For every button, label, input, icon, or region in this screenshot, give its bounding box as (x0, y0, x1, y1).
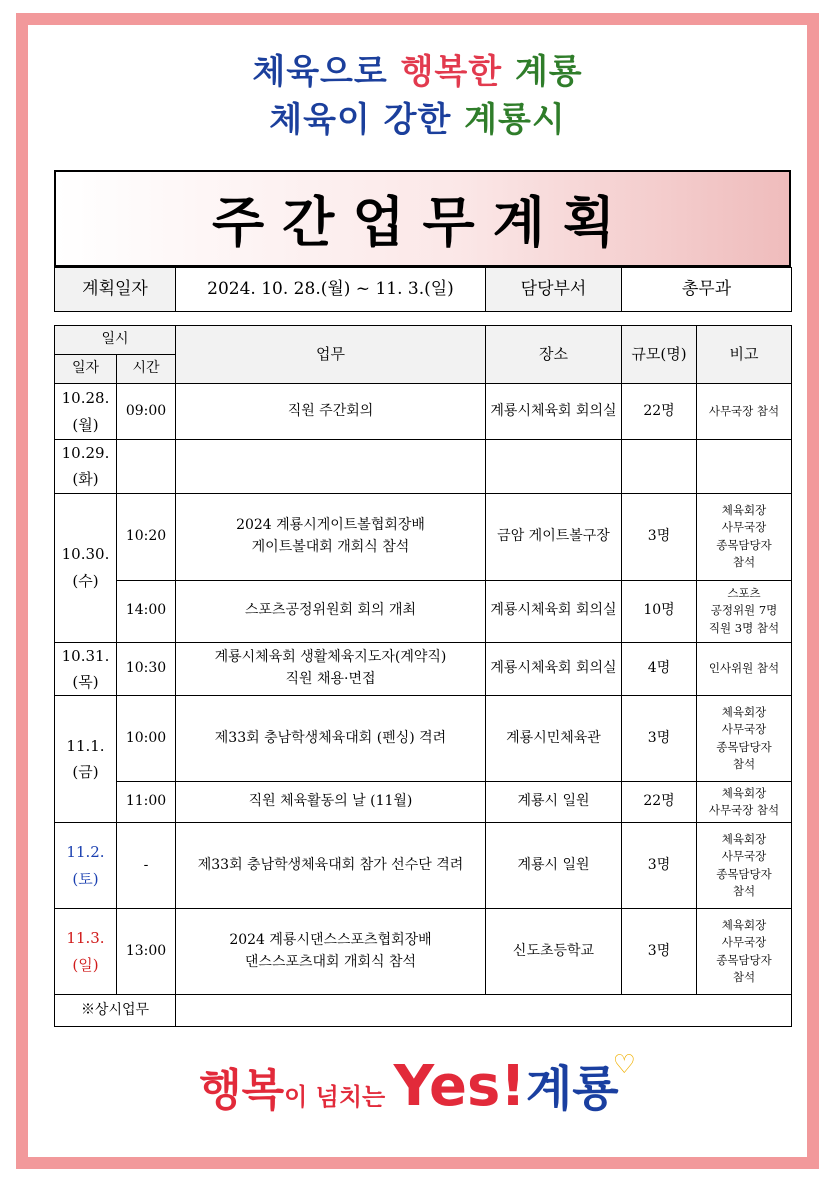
bottom-slogan (0, 1050, 835, 1119)
slogan-line-2 (0, 92, 835, 141)
date-cell (55, 493, 117, 642)
time-cell: 10:00 (117, 696, 176, 782)
task-line: 2024 계룡시게이트볼협회장배 (236, 516, 425, 533)
date-text: 10.31. (61, 646, 110, 665)
slogan-1-part-3: 계룡 (514, 52, 583, 92)
note-cell (697, 823, 792, 909)
note-cell (697, 909, 792, 995)
note-line: 참석 (732, 756, 756, 771)
place-cell: 금암 게이트볼구장 (486, 493, 622, 580)
table-row (55, 384, 792, 440)
table-row (55, 440, 792, 494)
scale-cell: 3명 (622, 493, 697, 580)
task-cell: 직원 주간회의 (176, 384, 486, 440)
slogan-2-part-3: 계룡시 (464, 100, 566, 140)
bottom-slogan-part-3: Yes! (393, 1054, 526, 1119)
schedule-table (54, 325, 792, 1027)
place-cell: 신도초등학교 (486, 909, 622, 995)
slogan-2-part-1: 체육이 (269, 100, 384, 140)
task-line: 계룡시체육회 생활체육지도자(계약직) (214, 649, 447, 666)
date-text: 10.28. (61, 389, 110, 408)
header-note: 비고 (697, 326, 792, 384)
task-line: 직원 채용·면접 (285, 670, 376, 687)
date-cell (55, 440, 117, 494)
note-line: 종목담당자 (716, 537, 772, 552)
table-row (55, 782, 792, 823)
weekday-text: (금) (72, 763, 99, 781)
task-cell: 제33회 충남학생체육대회 (펜싱) 격려 (176, 696, 486, 782)
header-scale: 규모(명) (622, 326, 697, 384)
header-datetime: 일시 (55, 326, 176, 355)
plan-date-label: 계획일자 (55, 268, 176, 312)
date-text: 11.1. (66, 736, 105, 755)
note-line: 종목담당자 (716, 739, 772, 754)
note-line: 사무국장 참석 (708, 803, 780, 817)
place-cell: 계룡시체육회 회의실 (486, 642, 622, 696)
heart-icon: ♡ (612, 1050, 636, 1080)
scale-cell: 4명 (622, 642, 697, 696)
weekday-text: (수) (72, 571, 99, 590)
header-task: 업무 (176, 326, 486, 384)
place-cell: 계룡시체육회 회의실 (486, 580, 622, 642)
task-cell (176, 642, 486, 696)
task-cell (176, 440, 486, 494)
table-row (55, 823, 792, 909)
scale-cell: 22명 (622, 384, 697, 440)
plan-date-value: 2024. 10. 28.(월) ~ 11. 3.(일) (176, 268, 486, 312)
slogan-1-part-2: 행복한 (400, 52, 515, 92)
bottom-slogan-part-4: 계룡 (525, 1061, 619, 1117)
weekday-text: (일) (72, 955, 99, 974)
note-line: 체육회장 (721, 785, 767, 800)
table-row (55, 696, 792, 782)
date-cell (55, 384, 117, 440)
date-text: 11.2. (66, 843, 105, 862)
note-cell (697, 580, 792, 642)
scale-cell: 22명 (622, 782, 697, 823)
dept-value: 총무과 (622, 268, 792, 312)
bottom-slogan-part-1: 행복 (199, 1065, 285, 1116)
task-line: 게이트볼대회 개회식 참석 (251, 538, 410, 555)
note-line: 체육회장 (721, 503, 767, 517)
slogan-2-part-2: 강한 (383, 100, 465, 140)
standing-tasks-cell (176, 995, 792, 1027)
note-line: 사무국장 (721, 520, 767, 535)
scale-cell: 3명 (622, 696, 697, 782)
table-row (55, 493, 792, 580)
date-cell (55, 823, 117, 909)
note-line: 사무국장 (721, 722, 767, 737)
slogan-line-1 (0, 44, 835, 93)
time-cell: - (117, 823, 176, 909)
page-title: 주간업무계획 (212, 191, 633, 254)
note-cell: 인사위원 참석 (697, 642, 792, 696)
task-cell (176, 493, 486, 580)
note-line: 사무국장 (721, 935, 767, 950)
task-cell: 직원 체육활동의 날 (11월) (176, 782, 486, 823)
header-place: 장소 (486, 326, 622, 384)
header-row-1 (55, 326, 792, 355)
footer-row (55, 995, 792, 1027)
bottom-slogan-part-2: 이 넘치는 (284, 1083, 394, 1111)
scale-cell: 10명 (622, 580, 697, 642)
task-line: 댄스스포츠대회 개회식 참석 (244, 953, 417, 970)
time-cell: 10:20 (117, 493, 176, 580)
note-line: 체육회장 (721, 832, 767, 846)
time-cell: 13:00 (117, 909, 176, 995)
time-cell (117, 440, 176, 494)
place-cell: 계룡시민체육관 (486, 696, 622, 782)
place-cell: 계룡시체육회 회의실 (486, 384, 622, 440)
header-date: 일자 (55, 355, 117, 384)
standing-tasks-label: ※상시업무 (55, 995, 176, 1027)
note-cell (697, 696, 792, 782)
note-line: 공정위원 7명 (710, 603, 778, 618)
note-line: 참석 (732, 554, 756, 569)
note-line: 참석 (732, 969, 756, 984)
note-cell: 사무국장 참석 (697, 384, 792, 440)
time-cell: 10:30 (117, 642, 176, 696)
task-cell: 제33회 충남학생체육대회 참가 선수단 격려 (176, 823, 486, 909)
time-cell: 11:00 (117, 782, 176, 823)
note-cell (697, 782, 792, 823)
time-cell: 14:00 (117, 580, 176, 642)
task-cell: 스포츠공정위원회 회의 개최 (176, 580, 486, 642)
table-row (55, 909, 792, 995)
info-table (54, 267, 792, 312)
note-cell (697, 440, 792, 494)
info-row (55, 268, 792, 312)
time-cell: 09:00 (117, 384, 176, 440)
weekday-text: (월) (72, 415, 99, 434)
note-line: 참석 (732, 883, 756, 898)
weekday-text: (화) (72, 470, 99, 489)
scale-cell (622, 440, 697, 494)
weekday-text: (목) (72, 672, 99, 691)
date-cell (55, 909, 117, 995)
title-box (54, 170, 791, 267)
table-row (55, 642, 792, 696)
table-row (55, 580, 792, 642)
note-line: 사무국장 (721, 849, 767, 864)
date-text: 10.29. (61, 444, 110, 462)
weekday-text: (토) (72, 869, 99, 888)
place-cell: 계룡시 일원 (486, 782, 622, 823)
note-line: 종목담당자 (716, 866, 772, 881)
date-text: 10.30. (61, 545, 110, 564)
date-text: 11.3. (66, 929, 105, 948)
note-line: 스포츠 (727, 586, 761, 601)
scale-cell: 3명 (622, 823, 697, 909)
note-line: 체육회장 (721, 705, 767, 719)
date-cell (55, 642, 117, 696)
note-line: 체육회장 (721, 918, 767, 932)
task-cell (176, 909, 486, 995)
note-cell (697, 493, 792, 580)
task-line: 2024 계룡시댄스스포츠협회장배 (229, 931, 432, 948)
note-line: 직원 3명 참석 (708, 620, 780, 635)
dept-label: 담당부서 (486, 268, 622, 312)
header-time: 시간 (117, 355, 176, 384)
date-cell (55, 696, 117, 823)
scale-cell: 3명 (622, 909, 697, 995)
place-cell (486, 440, 622, 494)
slogan-1-part-1: 체육으로 (252, 52, 401, 92)
place-cell: 계룡시 일원 (486, 823, 622, 909)
note-line: 종목담당자 (716, 952, 772, 967)
